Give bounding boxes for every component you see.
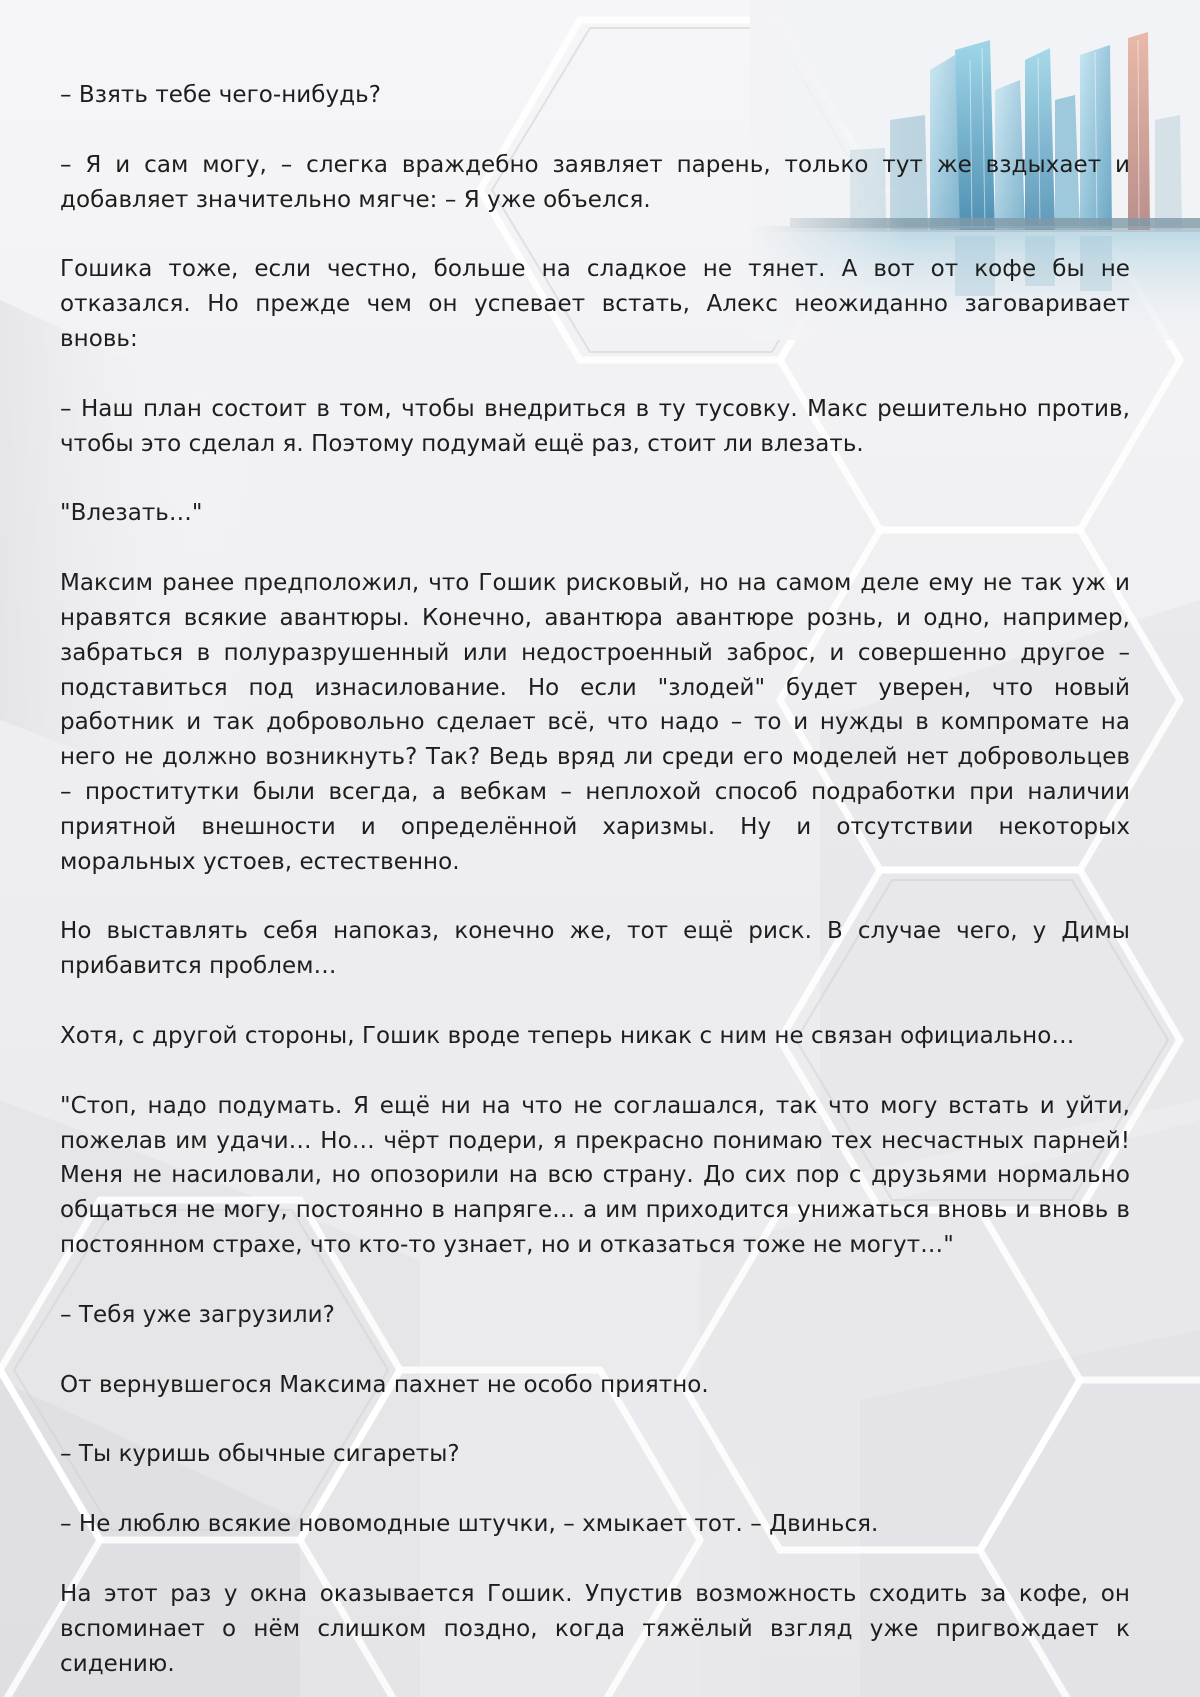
paragraph-14: На этот раз у окна оказывается Гошик. Упустив возможность сходить за кофе, он вспоминает о нём слишком поздно, когда тяжёлый взгляд уже пригвождает к сидению. xyxy=(60,1580,1130,1677)
paragraph-4: – Наш план состоит в том, чтобы внедриться в ту тусовку. Макс решительно против, чтобы это сделал я. Поэтому подумай ещё раз, стоит ли влезать. xyxy=(60,395,1130,457)
paragraph-8: Хотя, с другой стороны, Гошик вроде теперь никак с ним не связан официально… xyxy=(60,1022,1075,1049)
paragraph-9: "Стоп, надо подумать. Я ещё ни на что не соглашался, так что могу встать и уйти, пожелав им удачи… Но… чёрт подери, я прекрасно понимаю тех несчастных парней! Меня не насиловали, но опозорили на всю страну. До сих пор с друзьями нормально общаться не могу, постоянно в напряге… а им приходится унижаться вновь и вновь в постоянном страхе, что кто-то узнает, но и отказаться тоже не могут…" xyxy=(60,1092,1130,1258)
paragraph-10: – Тебя уже загрузили? xyxy=(60,1301,335,1328)
paragraph-1: – Взять тебе чего-нибудь? xyxy=(60,82,382,108)
paragraph-3: Гошика тоже, если честно, больше на сладкое не тянет. А вот от кофе бы не отказался. Но прежде чем он успевает встать, Алекс неожиданно заговаривает вновь: xyxy=(60,256,1130,352)
paragraph-2: – Я и сам могу, – слегка враждебно заявляет парень, только тут же вздыхает и добавляет значительно мягче: – Я уже объелся. xyxy=(60,151,1130,213)
paragraph-5: "Влезать…" xyxy=(60,500,203,527)
paragraph-7: Но выставлять себя напоказ, конечно же, тот ещё риск. В случае чего, у Димы прибавится проблем… xyxy=(60,918,1130,980)
paragraph-11: От вернувшегося Максима пахнет не особо приятно. xyxy=(60,1371,709,1398)
text-body xyxy=(60,78,1130,1681)
paragraph-6: Максим ранее предположил, что Гошик рисковый, но на самом деле ему не так уж и нравятся всякие авантюры. Конечно, авантюра авантюре рознь, и одно, например, забраться в полуразрушенный или недостроенный заброс, и совершенно другое – подставиться под изнасилование. Но если "злодей" будет уверен, что новый работник и так добровольно сделает всё, что надо – то и нужды в компромате на него не должно возникнуть? Так? Ведь вряд ли среди его моделей нет добровольцев – проститутки были всегда, а вебкам – неплохой способ подработки при наличии приятной внешности и определённой харизмы. Ну и отсутствии некоторых моральных устоев, естественно. xyxy=(60,570,1130,875)
paragraph-12: – Ты куришь обычные сигареты? xyxy=(60,1441,460,1468)
paragraph-13: – Не люблю всякие новомодные штучки, – хмыкает тот. – Двинься. xyxy=(60,1511,879,1538)
